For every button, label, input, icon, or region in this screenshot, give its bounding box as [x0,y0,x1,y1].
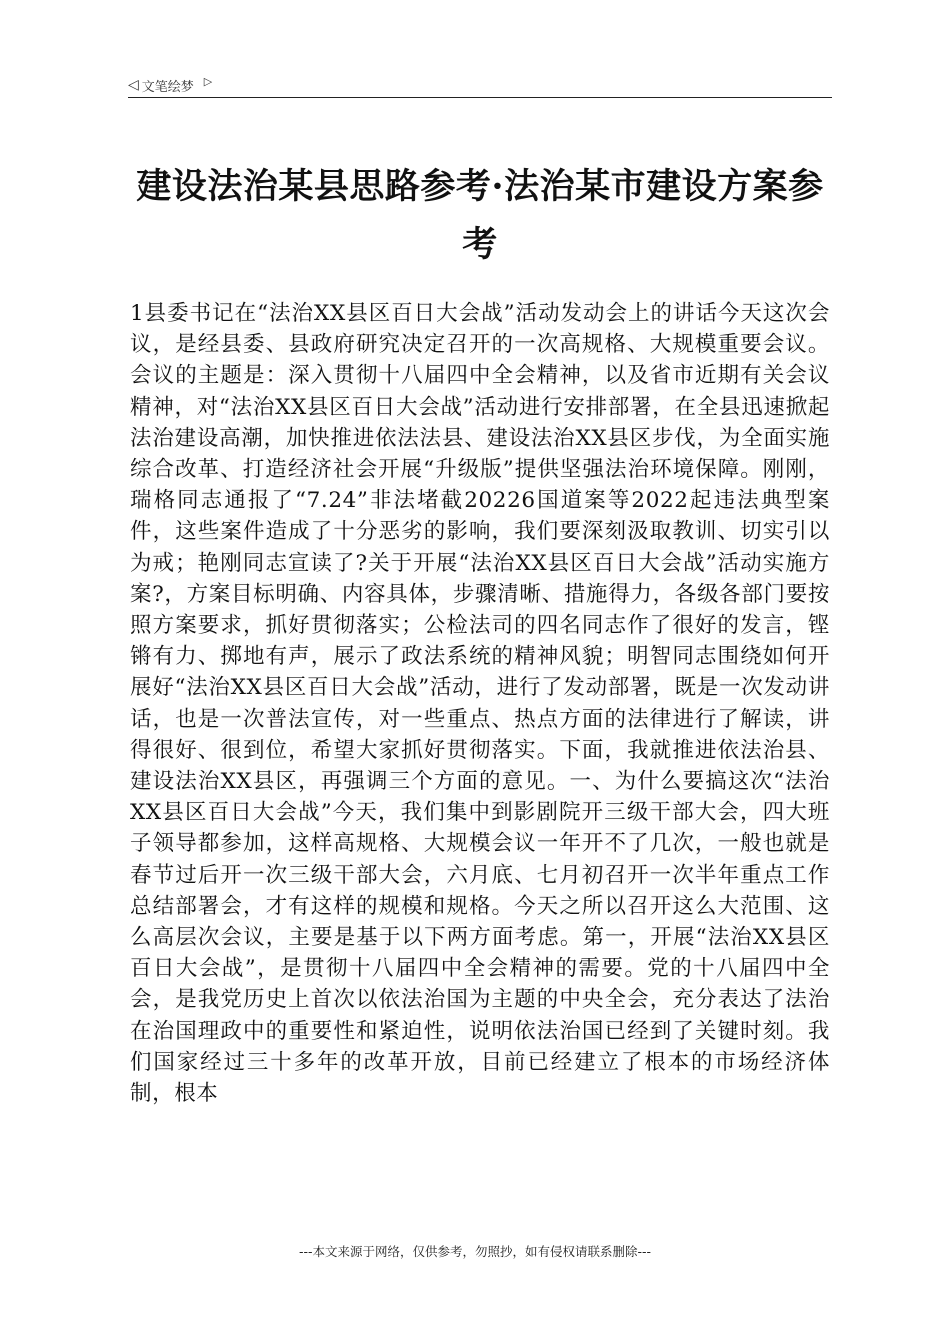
page-header [128,74,832,96]
document-body: 1县委书记在“法治XX县区百日大会战”活动发动会上的讲话今天这次会议，是经县委、县政府研究决定召开的一次高规格、大规模重要会议。会议的主题是：深入贯彻十八届四中全会精神，以及省市近期有关会议精神，对“法治XX县区百日大会战”活动进行安排部署，在全县迅速掀起法治建设高潮，加快推进依法法县、建设法治XX县区步伐，为全面实施综合改革、打造经济社会开展“升级版”提供坚强法治环境保障。刚刚，瑞格同志通报了“7.24”非法堵截20226国道案等2022起违法典型案件，这些案件造成了十分恶劣的影响，我们要深刻汲取教训、切实引以为戒；艳刚同志宣读了?关于开展“法治XX县区百日大会战”活动实施方案?，方案目标明确、内容具体，步骤清晰、措施得力，各级各部门要按照方案要求，抓好贯彻落实；公检法司的四名同志作了很好的发言，铿锵有力、掷地有声，展示了政法系统的精神风貌；明智同志围绕如何开展好“法治XX县区百日大会战”活动，进行了发动部署，既是一次发动讲话，也是一次普法宣传，对一些重点、热点方面的法律进行了解读，讲得很好、很到位，希望大家抓好贯彻落实。下面，我就推进依法治县、建设法治XX县区，再强调三个方面的意见。一、为什么要搞这次“法治XX县区百日大会战”今天，我们集中到影剧院开三级干部大会，四大班子领导都参加，这样高规格、大规模会议一年开不了几次，一般也就是春节过后开一次三级干部大会，六月底、七月初召开一次半年重点工作总结部署会，才有这样的规模和规格。今天之所以召开这么大范围、这么高层次会议，主要是基于以下两方面考虑。第一，开展“法治XX县区百日大会战”，是贯彻十八届四中全会精神的需要。党的十八届四中全会，是我党历史上首次以依法治国为主题的中央全会，充分表达了法治在治国理政中的重要性和紧迫性，说明依法治国已经到了关键时刻。我们国家经过三十多年的改革开放，目前已经建立了根本的市场经济体制，根本 [130,301,830,1107]
triangle-left-icon: ◁ [128,77,139,93]
document-title: 建设法治某县思路参考·法治某市建设方案参考 [136,166,824,265]
footer-notice: ---本文来源于网络，仅供参考，勿照抄，如有侵权请联系删除--- [298,1244,652,1259]
triangle-right-icon: ▷ [203,74,213,88]
header-divider [128,97,832,98]
brand-name: 文笔绘梦 [141,79,194,95]
